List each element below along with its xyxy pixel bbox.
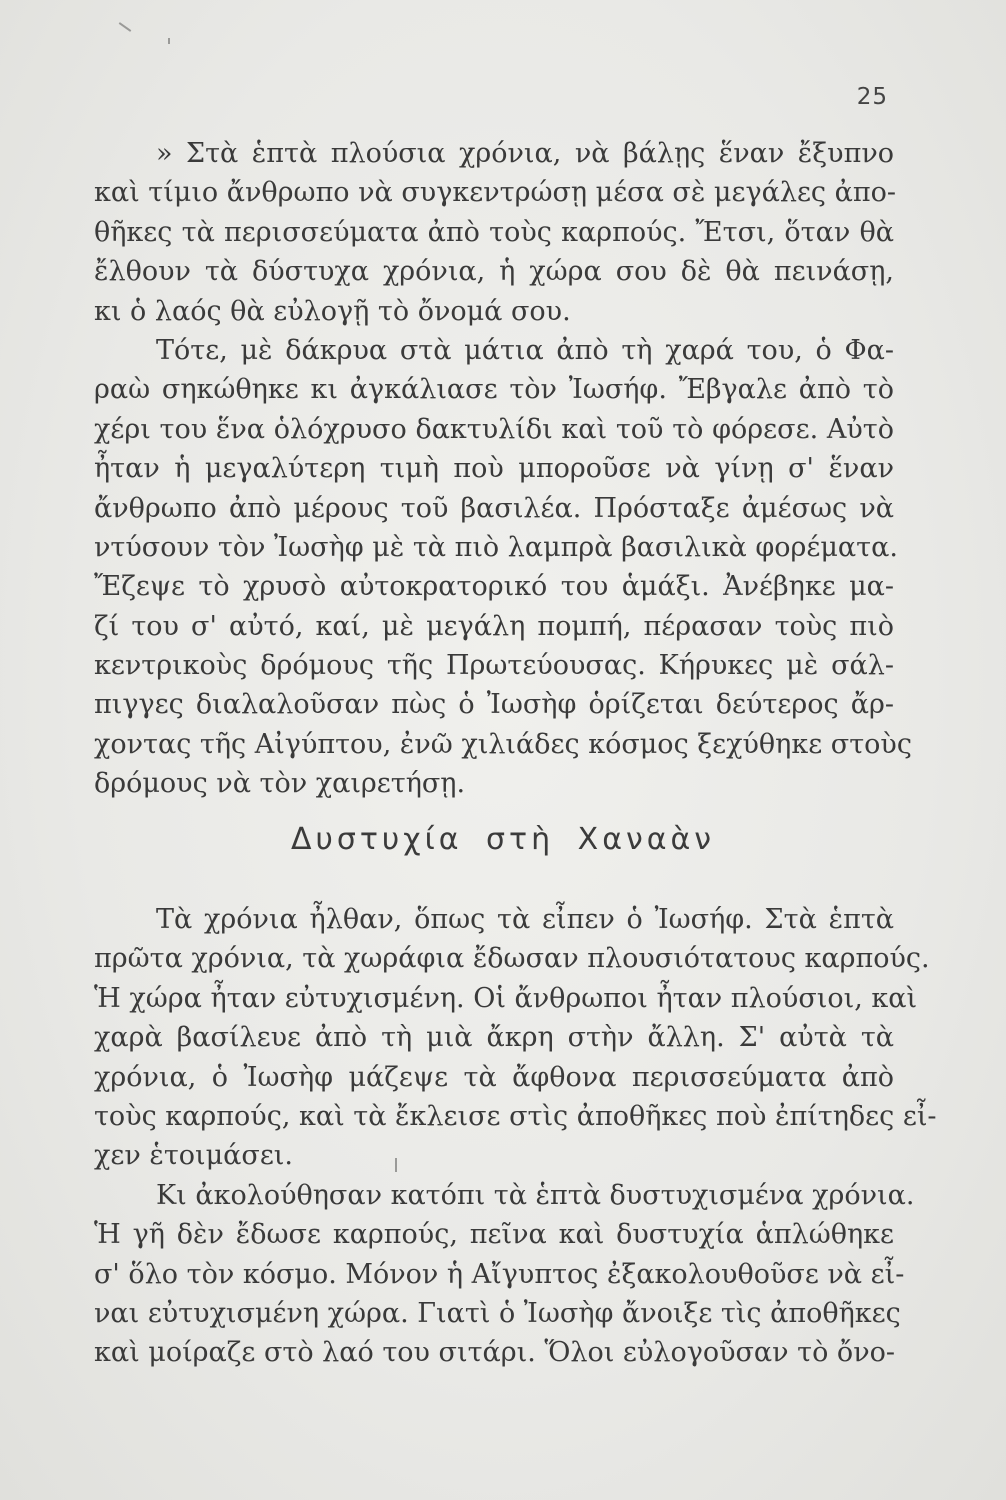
page-number: 25 xyxy=(856,84,888,110)
text-line: χεν ἑτοιμάσει. xyxy=(94,1140,293,1172)
text-line: ντύσουν τὸν Ἰωσὴφ μὲ τὰ πιὸ λαμπρὰ βασιλικὰ φορέματα. xyxy=(94,531,898,563)
paragraph xyxy=(94,1176,915,1373)
text-line: ἦταν ἡ μεγαλύτερη τιμὴ ποὺ μποροῦσε νὰ γίνῃ σ' ἕναν xyxy=(94,453,894,485)
paragraph xyxy=(94,900,937,1176)
text-line: κεντρικοὺς δρόμους τῆς Πρωτεύουσας. Κήρυκες μὲ σάλ- xyxy=(94,650,894,682)
text-line: ναι εὐτυχισμένη χώρα. Γιατὶ ὁ Ἰωσὴφ ἄνοιξε τὶς ἀποθῆκες xyxy=(94,1297,901,1329)
text-line: » Στὰ ἑπτὰ πλούσια χρόνια, νὰ βάλῃς ἕναν ἔξυπνο xyxy=(156,138,894,169)
scan-speck xyxy=(119,22,132,32)
text-block-top xyxy=(94,134,912,804)
text-line: Ἡ γῆ δὲν ἔδωσε καρπούς, πεῖνα καὶ δυστυχία ἁπλώθηκε xyxy=(94,1219,894,1251)
text-line: Τὰ χρόνια ἦλθαν, ὅπως τὰ εἶπεν ὁ Ἰωσήφ. Στὰ ἑπτὰ xyxy=(156,904,894,935)
text-line: Κι ἀκολούθησαν κατόπι τὰ ἑπτὰ δυστυχισμένα χρόνια. xyxy=(156,1179,915,1211)
text-line: σ' ὅλο τὸν κόσμο. Μόνον ἡ Αἴγυπτος ἐξακολουθοῦσε νὰ εἶ- xyxy=(94,1258,905,1290)
text-line: κι ὁ λαός θὰ εὐλογῇ τὸ ὄνομά σου. xyxy=(94,295,571,327)
text-line: Τότε, μὲ δάκρυα στὰ μάτια ἀπὸ τὴ χαρά του, ὁ Φα- xyxy=(156,334,894,366)
scan-speck xyxy=(168,38,170,44)
paragraph xyxy=(94,134,894,331)
text-line: Ἔζεψε τὸ χρυσὸ αὐτοκρατορικό του ἁμάξι. Ἀνέβηκε μα- xyxy=(94,571,894,603)
text-line: ἄνθρωπο ἀπὸ μέρους τοῦ βασιλέα. Πρόσταξε ἀμέσως νὰ xyxy=(94,492,894,524)
text-line: πρῶτα χρόνια, τὰ χωράφια ἔδωσαν πλουσιότατους καρπούς. xyxy=(94,943,930,975)
text-line: ἔλθουν τὰ δύστυχα χρόνια, ἡ χώρα σου δὲ θὰ πεινάσῃ, xyxy=(94,256,894,288)
text-line: ζί του σ' αὐτό, καί, μὲ μεγάλη πομπή, πέρασαν τοὺς πιὸ xyxy=(94,610,894,642)
text-line: χαρὰ βασίλευε ἀπὸ τὴ μιὰ ἄκρη στὴν ἄλλη. Σ' αὐτὰ τὰ xyxy=(94,1022,894,1054)
text-line: δρόμους νὰ τὸν χαιρετήσῃ. xyxy=(94,768,466,800)
paragraph xyxy=(94,331,912,804)
text-line: καὶ μοίραζε στὸ λαό του σιτάρι. Ὅλοι εὐλογοῦσαν τὸ ὄνο- xyxy=(94,1337,895,1369)
text-line: θῆκες τὰ περισσεύματα ἀπὸ τοὺς καρπούς. Ἔτσι, ὅταν θὰ xyxy=(94,216,894,248)
text-line: χέρι του ἕνα ὁλόχρυσο δακτυλίδι καὶ τοῦ τὸ φόρεσε. Αὐτὸ xyxy=(94,413,894,445)
text-line: χοντας τῆς Αἰγύπτου, ἐνῶ χιλιάδες κόσμος ξεχύθηκε στοὺς xyxy=(94,728,912,760)
text-line: καὶ τίμιο ἄνθρωπο νὰ συγκεντρώσῃ μέσα σὲ μεγάλες ἀπο- xyxy=(94,177,896,209)
text-line: χρόνια, ὁ Ἰωσὴφ μάζεψε τὰ ἄφθονα περισσεύματα ἀπὸ xyxy=(94,1061,894,1093)
text-line: τοὺς καρπούς, καὶ τὰ ἔκλεισε στὶς ἀποθῆκες ποὺ ἐπίτηδες εἶ- xyxy=(94,1100,937,1132)
text-line: ραὼ σηκώθηκε κι ἀγκάλιασε τὸν Ἰωσήφ. Ἔβγαλε ἀπὸ τὸ xyxy=(94,374,894,406)
text-line: πιγγες διαλαλοῦσαν πὼς ὁ Ἰωσὴφ ὁρίζεται δεύτερος ἄρ- xyxy=(94,689,894,721)
text-block-bottom xyxy=(94,900,937,1373)
text-line: Ἡ χώρα ἦταν εὐτυχισμένη. Οἱ ἄνθρωποι ἦταν πλούσιοι, καὶ xyxy=(94,982,918,1014)
section-title: Δυστυχία στὴ Χαναὰν xyxy=(290,822,716,857)
